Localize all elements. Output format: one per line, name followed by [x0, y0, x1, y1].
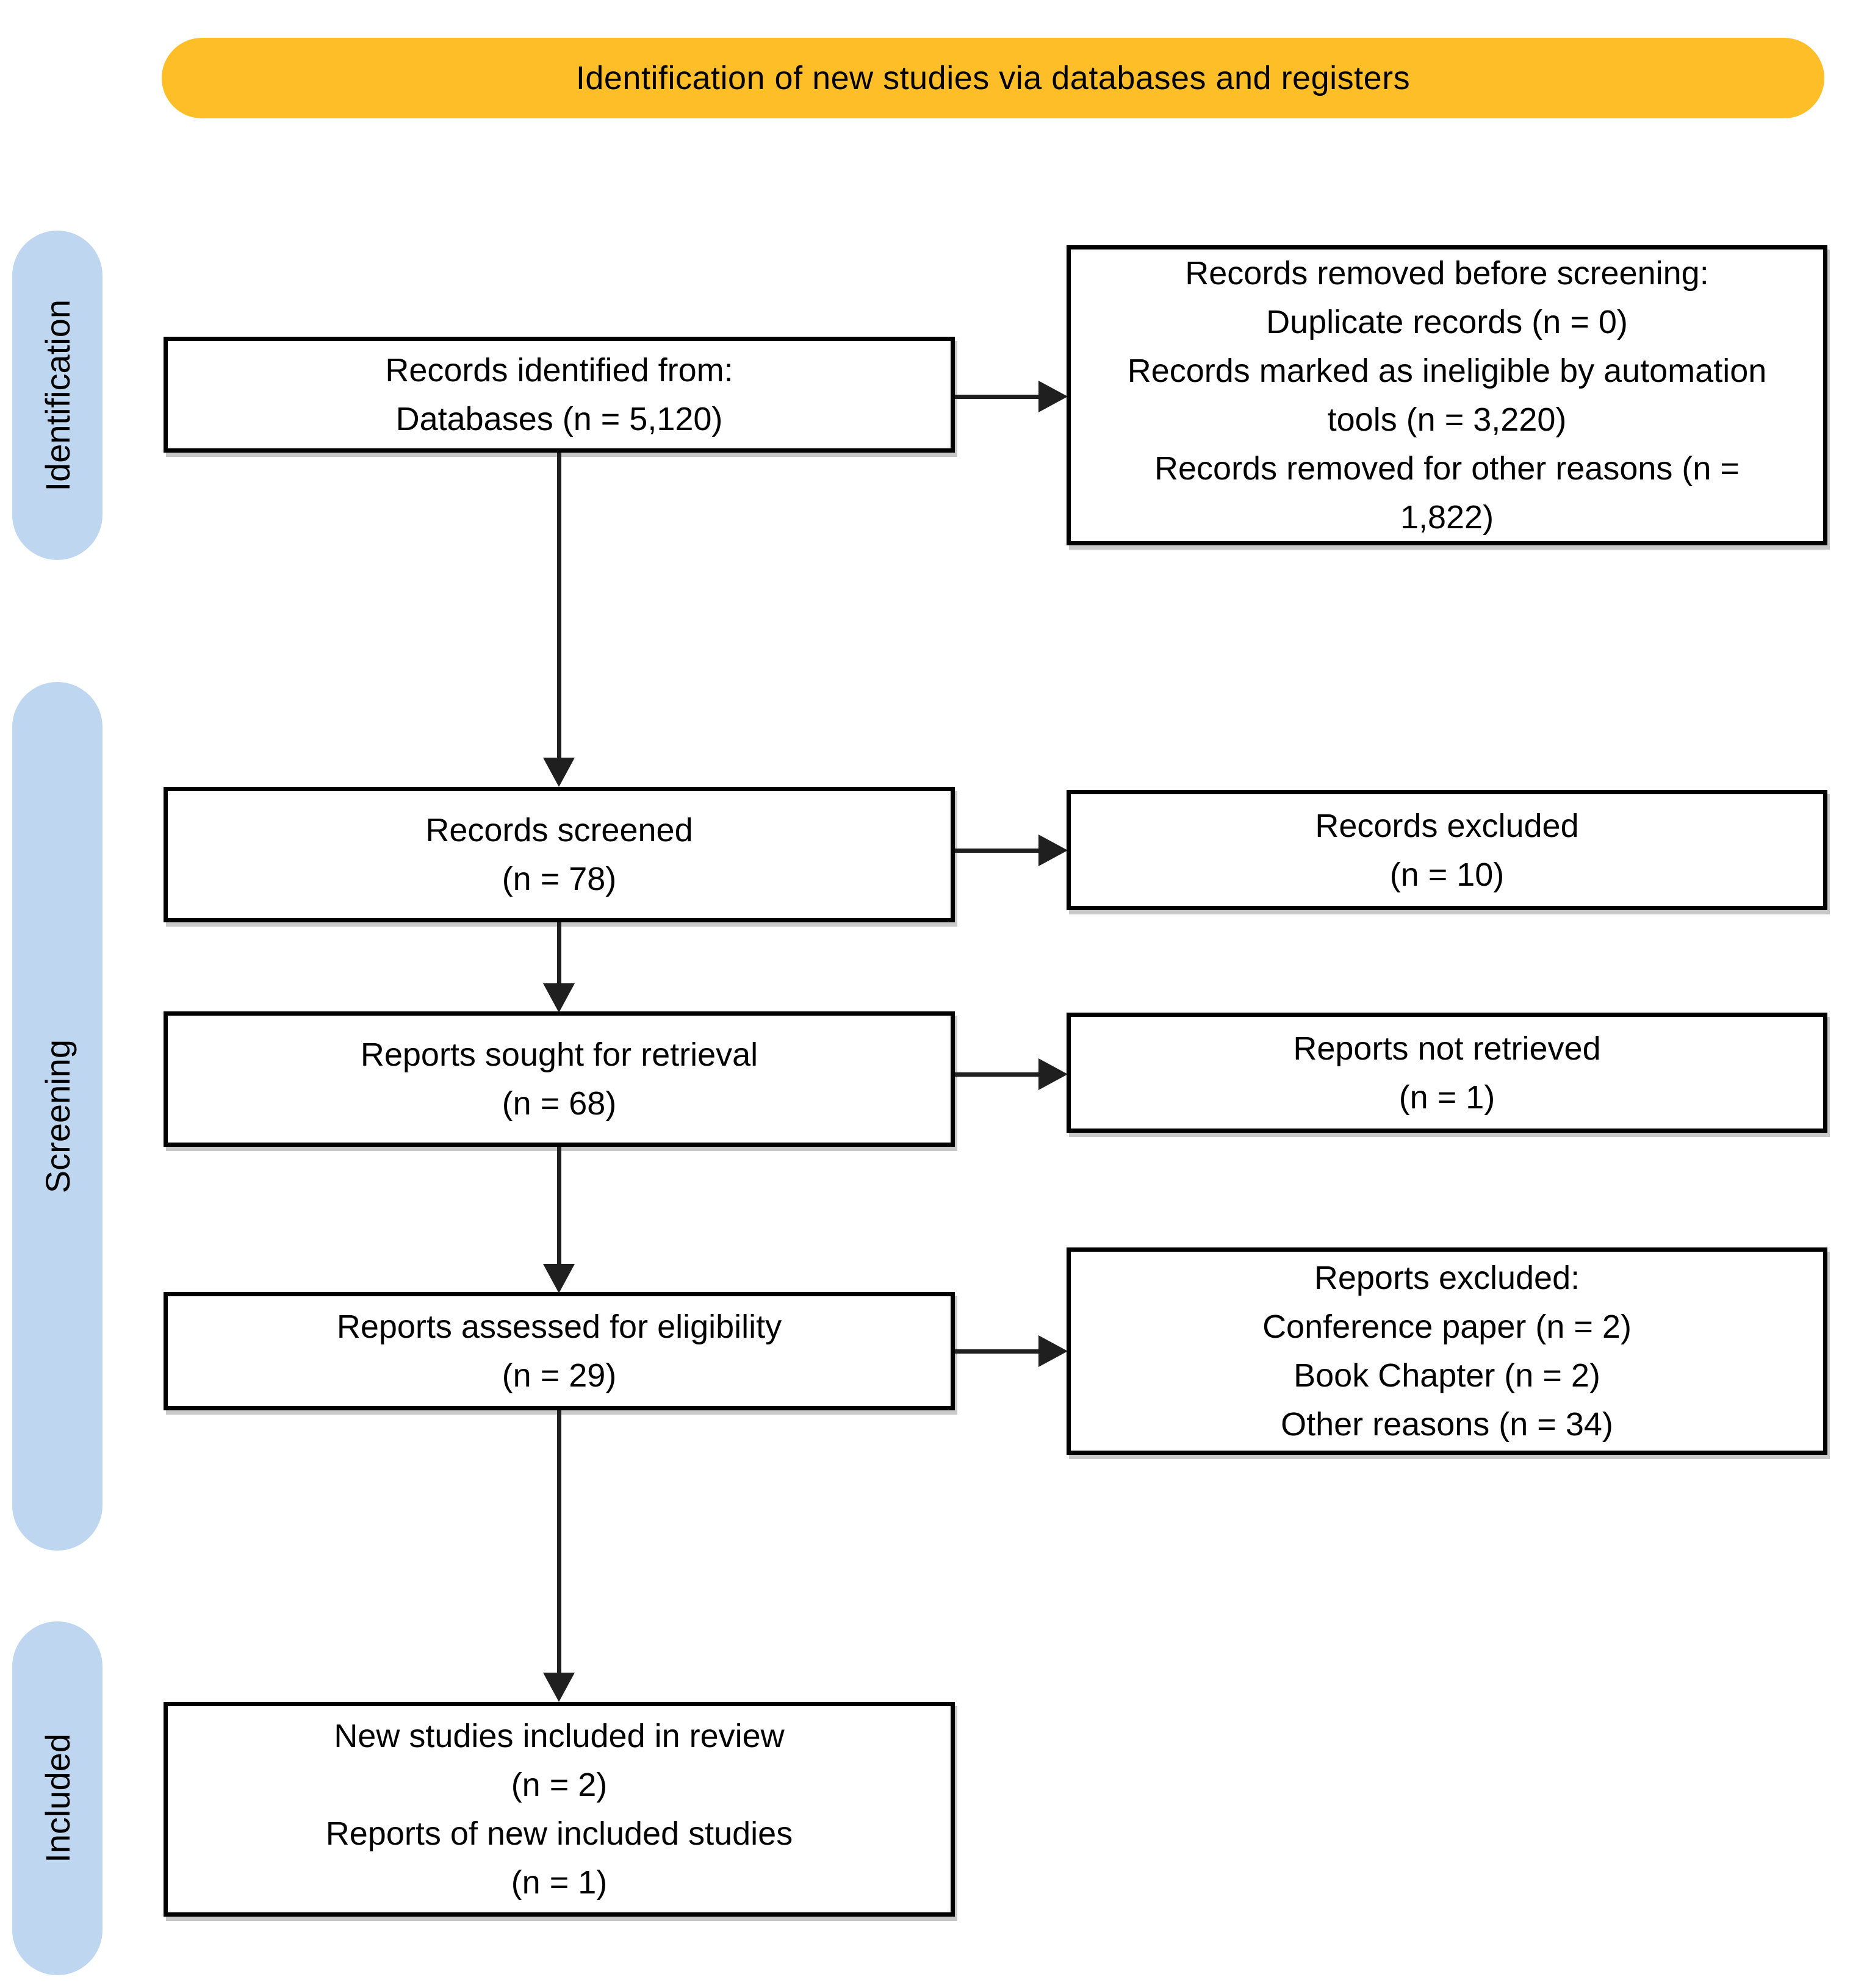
arrowhead-right-screened-to-excluded	[1038, 834, 1068, 866]
box-new-studies-included-text: New studies included in review (n = 2) Reports of new included studies (n = 1)	[325, 1718, 793, 1901]
arrow-line-identified-to-screened	[557, 453, 561, 758]
stage-pill-included	[12, 1621, 103, 1975]
arrow-line-identified-to-removed	[955, 395, 1038, 399]
box-records-identified-text: Records identified from: Databases (n = 5,120)	[385, 352, 733, 437]
arrowhead-right-sought-to-not-retrieved	[1038, 1058, 1068, 1090]
arrow-line-sought-to-assessed	[557, 1147, 561, 1264]
box-reports-assessed-text: Reports assessed for eligibility (n = 29)	[336, 1308, 782, 1394]
box-reports-assessed	[164, 1292, 955, 1410]
arrowhead-down-identified-to-screened	[543, 758, 575, 787]
stage-pill-screening	[12, 682, 103, 1551]
arrowhead-down-sought-to-assessed	[543, 1264, 575, 1293]
arrowhead-down-assessed-to-included	[543, 1673, 575, 1702]
arrowhead-down-screened-to-sought	[543, 983, 575, 1013]
box-reports-excluded	[1067, 1247, 1827, 1455]
box-reports-excluded-text: Reports excluded: Conference paper (n = 2) Book Chapter (n = 2) Other reasons (n = 34)	[1262, 1260, 1632, 1443]
title-banner	[162, 38, 1824, 118]
stage-label-identification: Identification	[38, 299, 77, 492]
arrowhead-right-identified-to-removed	[1038, 381, 1068, 412]
box-records-excluded	[1067, 790, 1827, 910]
stage-label-screening: Screening	[38, 1039, 77, 1194]
stage-pill-identification	[12, 231, 103, 560]
box-records-identified	[164, 337, 955, 453]
arrow-line-assessed-to-included	[557, 1410, 561, 1673]
box-reports-not-retrieved-text: Reports not retrieved (n = 1)	[1293, 1030, 1601, 1116]
box-records-excluded-text: Records excluded (n = 10)	[1315, 807, 1579, 893]
arrow-line-screened-to-excluded	[955, 849, 1038, 853]
diagram-title: Identification of new studies via databases and registers	[575, 60, 1411, 96]
box-records-removed	[1067, 245, 1827, 545]
arrow-line-screened-to-sought	[557, 922, 561, 983]
box-reports-sought	[164, 1011, 955, 1147]
arrow-line-sought-to-not-retrieved	[955, 1072, 1038, 1077]
stage-label-included: Included	[38, 1734, 77, 1863]
box-records-removed-text: Records removed before screening: Duplicate records (n = 0) Records marked as ineligible by automation tools (n = 3,220) Records removed for other reasons (n = 1,822)	[1127, 255, 1767, 536]
box-records-screened-text: Records screened (n = 78)	[425, 812, 693, 897]
box-reports-not-retrieved	[1067, 1013, 1827, 1133]
arrow-line-assessed-to-reports-excluded	[955, 1349, 1038, 1354]
arrowhead-right-assessed-to-reports-excluded	[1038, 1335, 1068, 1367]
box-new-studies-included	[164, 1702, 955, 1917]
box-records-screened	[164, 787, 955, 922]
box-reports-sought-text: Reports sought for retrieval (n = 68)	[360, 1036, 758, 1122]
